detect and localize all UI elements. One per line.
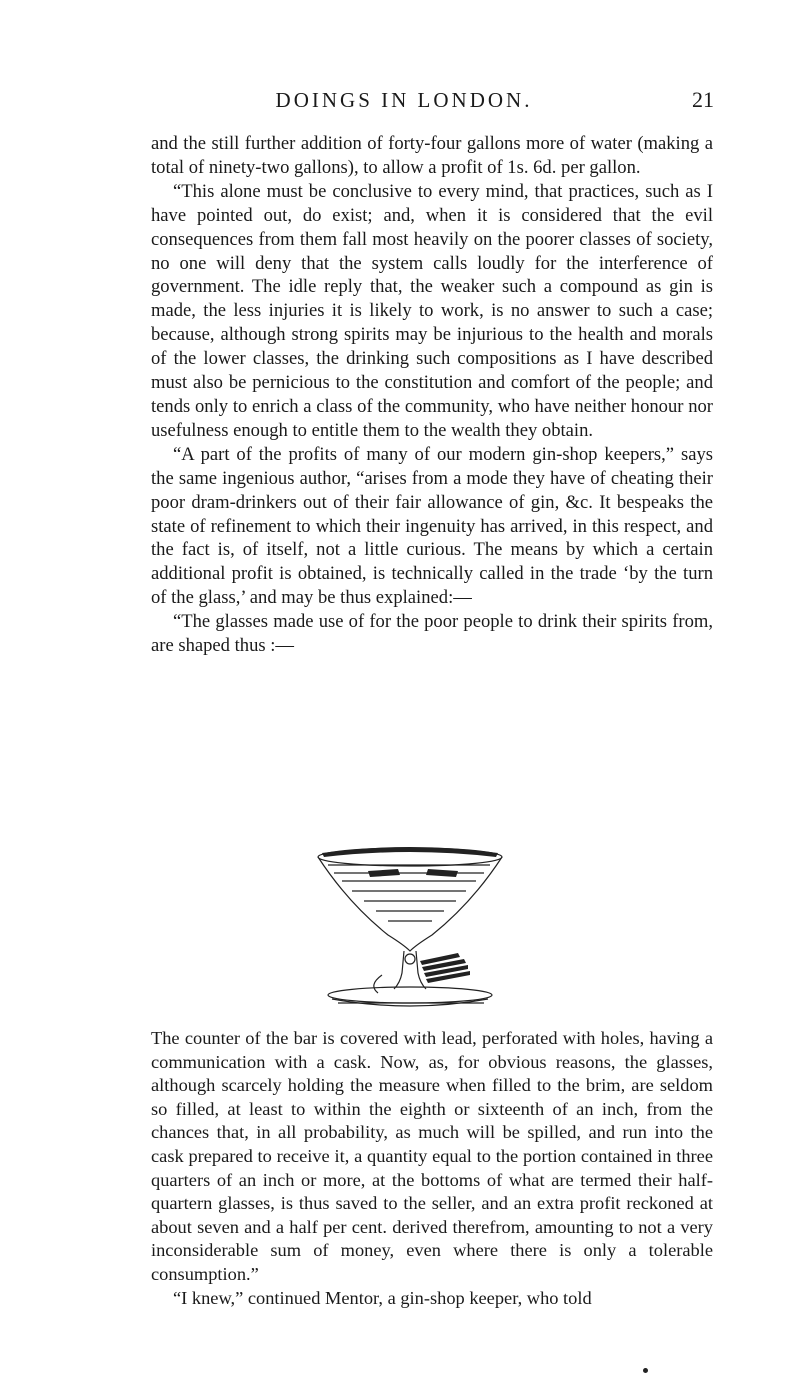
running-head: DOINGS IN LONDON.: [275, 88, 533, 112]
paragraph-counter-description: The counter of the bar is covered with lead, perforated with holes, having a communication with a cask. Now, as, for obvious reasons, the glasses, although scarcely holding the measure when filled to the brim, are seldom so filled, at least to within the eighth or sixteenth of an inch, from the chances that, in all probability, as much will be spilled, and run into the cask prepared to receive it, a quantity equal to the portion contained in three quarters of an inch or more, at the bottoms of what are termed their half-quartern glasses, is thus saved to the seller, and an extra profit reckoned at about seven and a half per cent. derived therefrom, amounting to not a very inconsiderable sum of money, even where there is only a tolerable consumption.”: [151, 1028, 713, 1284]
glass-foot: [328, 987, 492, 1006]
paragraph-continuation: and the still further addition of forty-four gallons more of water (making a total of ninety-two gallons), to allow a profit of 1s. 6d. per gallon.: [151, 133, 713, 178]
paragraph-quote-profits: “A part of the profits of many of our modern gin-shop keepers,” says the same ingenious author, “arises from a mode they have of cheating their poor dram-drinkers out of their fair allowance of gin, &c. It bespeaks the state of refinement to which their ingenuity has arrived, in this respect, and the fact is, of itself, not a little curious. The means by which a certain additional profit is obtained, is technically called in the trade ‘by the turn of the glass,’ and may be thus explained:—: [151, 443, 713, 609]
paragraph-quote-glasses: “The glasses made use of for the poor people to drink their spirits from, are shaped thus :—: [151, 611, 713, 657]
gin-glass-illustration: [308, 843, 512, 1011]
glass-bowl: [318, 848, 502, 951]
paragraph-quote-conclusive: “This alone must be conclusive to every mind, that practices, such as I have pointed out, do exist; and, when it is considered that the evil consequences from them fall most heavily on the poorer classes of society, no one will deny that the system calls loudly for the interference of government. The idle reply that, the weaker such a compound as gin is made, the less injuries it is likely to work, is no answer to such a case; because, although strong spirits may be injurious to the health and morals of the lower classes, the drinking such compositions as I have described must also be pernicious to the constitution and comfort of the people; and tends only to enrich a class of the community, who have neither honour nor usefulness enough to entitle them to the wealth they obtain.: [151, 180, 713, 441]
lower-text-block: [151, 1027, 713, 1310]
upper-text-block: [151, 132, 713, 658]
page-number: 21: [692, 87, 714, 112]
ink-speck: [643, 1368, 648, 1373]
glass-stem-shading: [420, 953, 470, 983]
paragraph-mentor-continued: “I knew,” continued Mentor, a gin-shop keeper, who told: [173, 1287, 592, 1308]
